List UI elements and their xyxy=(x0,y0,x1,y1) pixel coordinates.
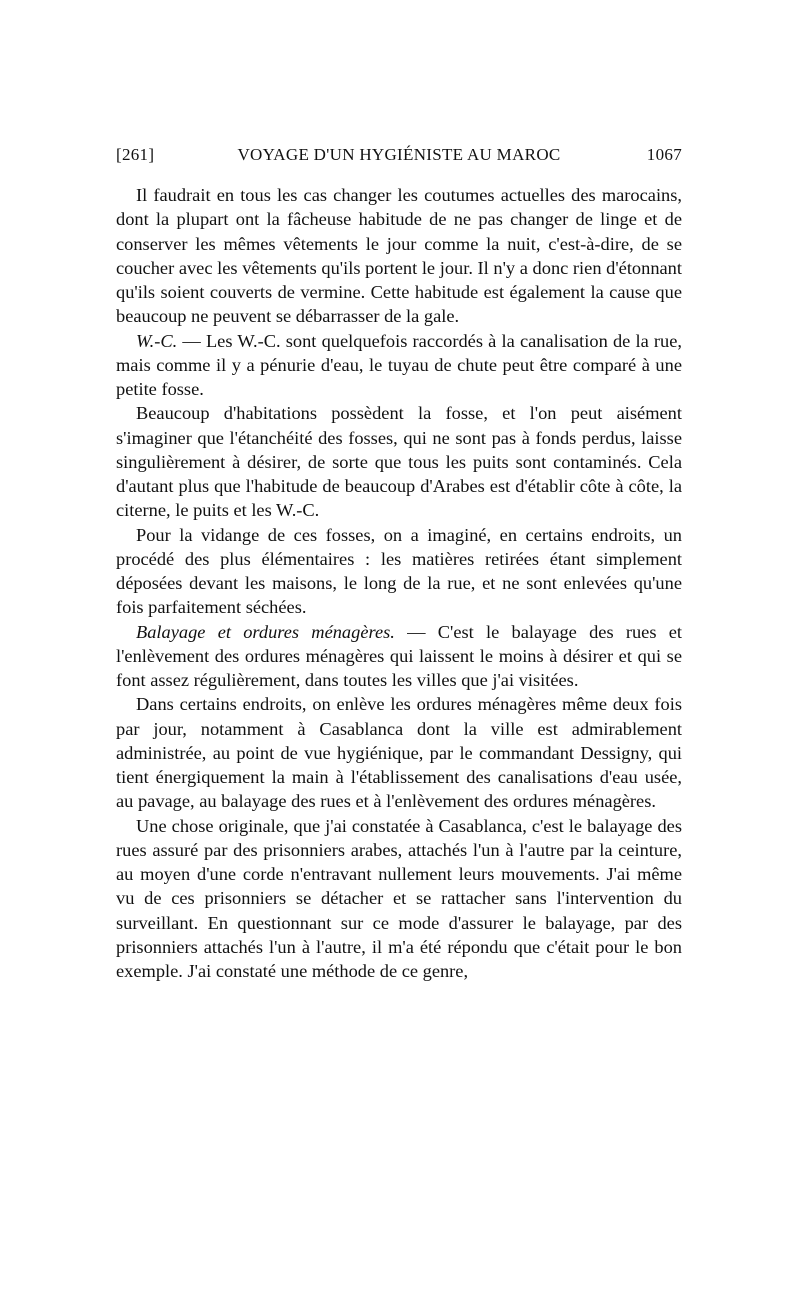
paragraph xyxy=(116,401,682,522)
paragraph-text: Il faudrait en tous les cas changer les coutumes actuelles des marocains, dont la plupart ont la fâcheuse habitude de ne pas changer de linge et de conserver les mêmes vêtements le jour comme la nuit, c'est-à-dire, de se coucher avec les vêtements qu'ils portent le jour. Il n'y a donc rien d'étonnant qu'ils soient couverts de vermine. Cette habitude est également la cause que beaucoup ne peuvent se débarrasser de la gale. xyxy=(116,185,682,327)
paragraph-text: Beaucoup d'habitations possèdent la fosse, et l'on peut aisément s'imaginer que l'étanchéité des fosses, qui ne sont pas à fonds perdus, laisse singulièrement à désirer, de sorte que tous les puits sont contaminés. Cela d'autant plus que l'habitude de beaucoup d'Arabes est d'établir côte à côte, la citerne, le puits et les W.-C. xyxy=(116,403,682,521)
paragraph xyxy=(116,692,682,813)
paragraph xyxy=(116,329,682,402)
paragraph xyxy=(116,183,682,329)
paragraph-text: Une chose originale, que j'ai constatée à Casablanca, c'est le balayage des rues assuré par des prisonniers arabes, attachés l'un à l'autre par la ceinture, au moyen d'une corde n'entravant nullement leurs mouvements. J'ai même vu de ces prisonniers se détacher et se rattacher sans l'intervention du surveillant. En questionnant sur ce mode d'assurer le balayage, par des prisonniers attachés l'un à l'autre, il m'a été répondu que c'était pour le bon exemple. J'ai constaté une méthode de ce genre, xyxy=(116,815,682,981)
header-bracket-number: [261] xyxy=(116,145,155,164)
page-number: 1067 xyxy=(646,145,682,164)
running-header xyxy=(116,145,682,169)
paragraph-lead: Balayage et ordures ménagères. xyxy=(136,621,395,642)
paragraph-text: — C'est le balayage des rues et l'enlèvement des ordures ménagères qui laissent le moins à désirer et qui se font assez régulièrement, dans toutes les villes que j'ai visitées. xyxy=(116,621,682,690)
paragraph xyxy=(116,523,682,620)
paragraph-text: Dans certains endroits, on enlève les ordures ménagères même deux fois par jour, notamment à Casablanca dont la ville est admirablement administrée, au point de vue hygiénique, par le commandant Dessigny, qui tient énergiquement la main à l'établissement des canalisations d'eau usée, au pavage, au balayage des rues et à l'enlèvement des ordures ménagères. xyxy=(116,694,682,812)
paragraph-text: — Les W.-C. sont quelquefois raccordés à la canalisation de la rue, mais comme il y a pénurie d'eau, le tuyau de chute peut être comparé à une petite fosse. xyxy=(116,330,682,399)
body-text xyxy=(116,183,682,983)
paragraph-text: Pour la vidange de ces fosses, on a imaginé, en certains endroits, un procédé des plus élémentaires : les matières retirées étant simplement déposées devant les maisons, le long de la rue, et ne sont enlevées qu'une fois parfaitement séchées. xyxy=(116,524,682,618)
header-title: VOYAGE D'UN HYGIÉNISTE AU MAROC xyxy=(237,145,561,164)
paragraph xyxy=(116,620,682,693)
paragraph xyxy=(116,814,682,984)
paragraph-lead: W.-C. xyxy=(136,330,178,351)
